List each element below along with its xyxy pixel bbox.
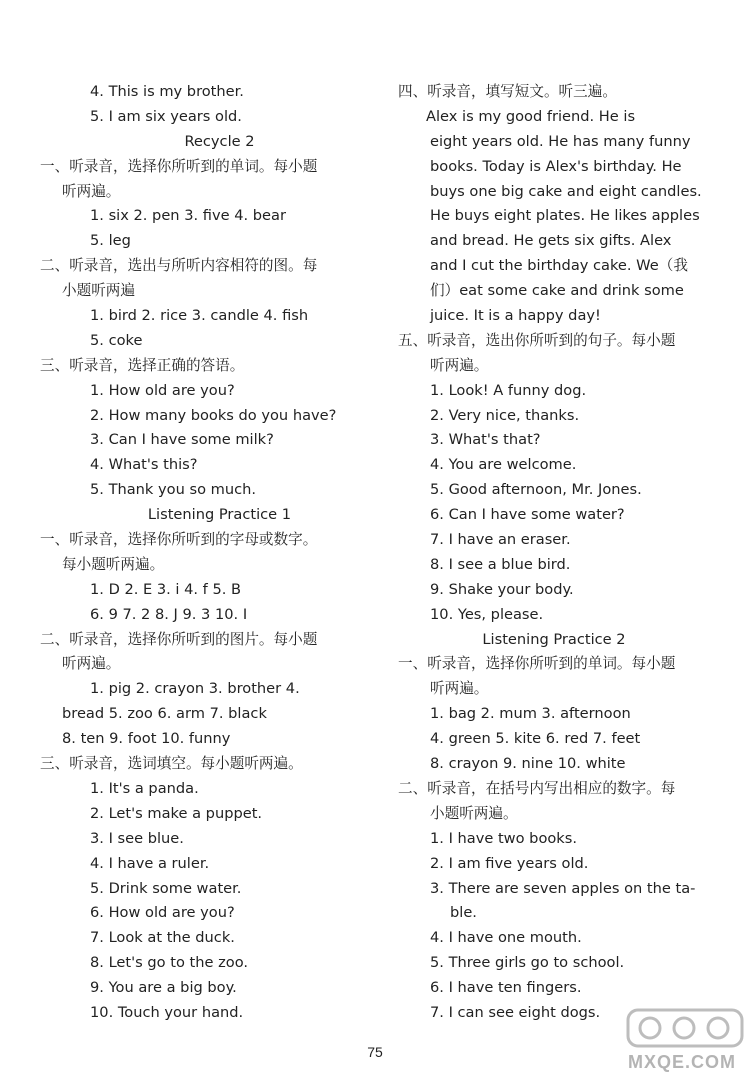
- list-item: 4. You are welcome.: [430, 456, 577, 474]
- passage-line: books. Today is Alex's birthday. He: [430, 157, 682, 175]
- passage-line: juice. It is a happy day!: [430, 307, 601, 325]
- list-item: 6. How old are you?: [90, 904, 235, 922]
- question-title: 三、听录音，选择正确的答语。: [40, 356, 245, 374]
- question-title-cont: 听两遍。: [62, 182, 121, 200]
- list-item: 3. What's that?: [430, 431, 541, 449]
- question-title: 二、听录音，在括号内写出相应的数字。每: [398, 779, 676, 797]
- answer-line: bread 5. zoo 6. arm 7. black: [62, 705, 267, 723]
- list-item: 7. I can see eight dogs.: [430, 1003, 601, 1021]
- list-item: 10. Yes, please.: [430, 605, 544, 623]
- passage-line: 们）eat some cake and drink some: [430, 282, 684, 300]
- list-item: 8. Let's go to the zoo.: [90, 954, 249, 972]
- question-title: 一、听录音，选择你所听到的单词。每小题: [40, 157, 318, 175]
- passage-line: He buys eight plates. He likes apples: [430, 207, 700, 225]
- question-title: 一、听录音，选择你所听到的字母或数字。: [40, 531, 318, 549]
- question-title-cont: 听两遍。: [430, 356, 489, 374]
- question-title-cont: 每小题听两遍。: [62, 555, 165, 573]
- list-item: 2. I am five years old.: [430, 854, 589, 872]
- list-item: 3. I see blue.: [90, 829, 184, 847]
- passage-line: eight years old. He has many funny: [430, 132, 691, 150]
- list-item: 7. Look at the duck.: [90, 929, 235, 947]
- watermark-logo: [626, 1006, 744, 1076]
- answer-line: 5. leg: [90, 232, 131, 250]
- section-heading: Listening Practice 1: [147, 506, 292, 524]
- watermark-text: MXQE.COM: [628, 1052, 737, 1072]
- list-item: 10. Touch your hand.: [90, 1003, 244, 1021]
- question-title-cont: 小题听两遍: [62, 282, 135, 300]
- passage-line: buys one big cake and eight candles.: [430, 182, 702, 200]
- answer-line: 1. six 2. pen 3. five 4. bear: [90, 207, 286, 225]
- list-item: 1. It's a panda.: [90, 779, 199, 797]
- page-number: 75: [367, 1044, 383, 1060]
- list-item: 3. There are seven apples on the ta-: [430, 879, 696, 897]
- answer-line: 6. 9 7. 2 8. J 9. 3 10. I: [90, 605, 248, 623]
- watermark-badge-icon: [626, 1006, 744, 1050]
- list-item: 9. You are a big boy.: [90, 979, 237, 997]
- list-item: 6. I have ten fingers.: [430, 979, 582, 997]
- list-item: 1. How old are you?: [90, 381, 235, 399]
- passage-line: Alex is my good friend. He is: [426, 107, 636, 125]
- list-item-cont: ble.: [450, 904, 477, 922]
- question-title-cont: 小题听两遍。: [430, 804, 518, 822]
- list-item: 6. Can I have some water?: [430, 506, 625, 524]
- list-item: 5. Thank you so much.: [90, 481, 257, 499]
- answer-line: 1. bird 2. rice 3. candle 4. fish: [90, 307, 309, 325]
- list-item: 7. I have an eraser.: [430, 531, 571, 549]
- question-title: 二、听录音，选出与所听内容相符的图。每: [40, 257, 318, 275]
- list-item: 1. Look! A funny dog.: [430, 381, 587, 399]
- list-item: 4. This is my brother.: [90, 83, 244, 100]
- list-item: 5. Good afternoon, Mr. Jones.: [430, 481, 642, 499]
- passage-line: and bread. He gets six gifts. Alex: [430, 232, 672, 250]
- question-title-cont: 听两遍。: [430, 680, 489, 698]
- question-title: 四、听录音，填写短文。听三遍。: [398, 83, 617, 100]
- section-heading: Recycle 2: [184, 132, 255, 150]
- left-column: [40, 80, 377, 1026]
- list-item: 4. What's this?: [90, 456, 198, 474]
- answer-line: 4. green 5. kite 6. red 7. feet: [430, 730, 641, 748]
- list-item: 3. Can I have some milk?: [90, 431, 274, 449]
- answer-line: 1. D 2. E 3. i 4. f 5. B: [90, 580, 242, 598]
- answer-line: 1. pig 2. crayon 3. brother 4.: [90, 680, 300, 698]
- list-item: 1. I have two books.: [430, 829, 577, 847]
- answer-line: 8. crayon 9. nine 10. white: [430, 755, 626, 773]
- list-item: 5. I am six years old.: [90, 107, 242, 125]
- question-title-cont: 听两遍。: [62, 655, 121, 673]
- answer-line: 8. ten 9. foot 10. funny: [62, 730, 231, 748]
- list-item: 8. I see a blue bird.: [430, 555, 571, 573]
- answer-line: 1. bag 2. mum 3. afternoon: [430, 705, 631, 723]
- list-item: 5. Three girls go to school.: [430, 954, 625, 972]
- list-item: 5. Drink some water.: [90, 879, 242, 897]
- list-item: 9. Shake your body.: [430, 580, 574, 598]
- question-title: 二、听录音，选择你所听到的图片。每小题: [40, 630, 318, 648]
- list-item: 2. How many books do you have?: [90, 406, 337, 424]
- question-title: 一、听录音，选择你所听到的单词。每小题: [398, 655, 676, 673]
- list-item: 2. Very nice, thanks.: [430, 406, 580, 424]
- section-heading: Listening Practice 2: [482, 630, 626, 648]
- answer-line: 5. coke: [90, 331, 143, 349]
- list-item: 4. I have one mouth.: [430, 929, 582, 947]
- list-item: 4. I have a ruler.: [90, 854, 210, 872]
- question-title: 三、听录音，选词填空。每小题听两遍。: [40, 755, 303, 773]
- passage-line: and I cut the birthday cake. We（我: [430, 257, 688, 275]
- right-column: [398, 80, 710, 1026]
- list-item: 2. Let's make a puppet.: [90, 804, 263, 822]
- question-title: 五、听录音，选出你所听到的句子。每小题: [398, 331, 676, 349]
